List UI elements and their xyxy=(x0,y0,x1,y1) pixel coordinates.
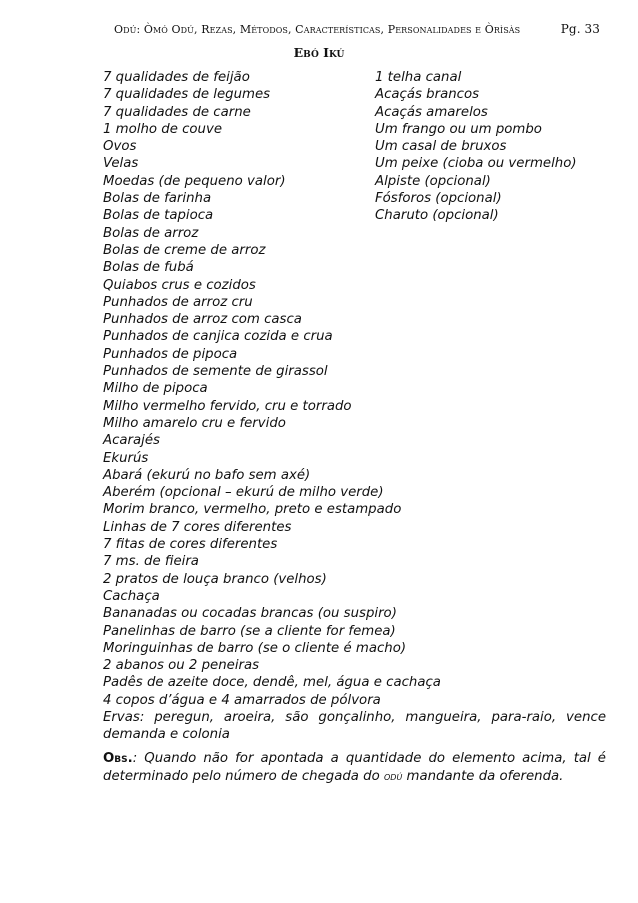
list-item: Punhados de arroz com casca xyxy=(103,312,302,328)
list-item: Milho amarelo cru e fervido xyxy=(103,415,286,431)
list-item: Acaçás amarelos xyxy=(375,104,488,120)
list-item: 7 qualidades de legumes xyxy=(103,87,271,103)
list-item: Punhados de arroz cru xyxy=(103,294,253,310)
list-item: Bananadas ou cocadas brancas (ou suspiro) xyxy=(103,606,397,622)
list-item: 7 fitas de cores diferentes xyxy=(103,537,278,553)
list-item: Bolas de tapioca xyxy=(103,208,214,224)
list-item: 7 qualidades de feijão xyxy=(103,70,250,85)
list-item: Linhas de 7 cores diferentes xyxy=(103,519,292,535)
list-item: Milho vermelho fervido, cru e torrado xyxy=(103,398,352,414)
list-item: Um frango ou um pombo xyxy=(375,121,542,137)
list-item: Velas xyxy=(103,156,139,172)
list-item: 1 telha canal xyxy=(375,70,462,85)
list-item: Acaçás brancos xyxy=(375,87,480,103)
list-item: Bolas de arroz xyxy=(103,225,199,241)
running-header xyxy=(114,19,624,39)
list-item: 7 ms. de fieira xyxy=(103,554,199,570)
list-item: Morim branco, vermelho, preto e estampado xyxy=(103,502,402,518)
list-item: Ovos xyxy=(103,139,137,155)
list-item: Bolas de creme de arroz xyxy=(103,242,266,258)
list-item: Quiabos crus e cozidos xyxy=(103,277,256,293)
list-item: Um casal de bruxos xyxy=(375,139,507,155)
obs-odu-word: odú xyxy=(383,769,403,783)
list-item: Bolas de fubá xyxy=(103,260,194,276)
offering-list-right xyxy=(375,69,635,225)
list-item: Fósforos (opcional) xyxy=(375,191,502,207)
list-item: Milho de pipoca xyxy=(103,381,208,397)
obs-text-part2: mandante da oferenda. xyxy=(402,768,564,784)
list-item: Alpiste (opcional) xyxy=(375,173,491,189)
list-item: Moedas (de pequeno valor) xyxy=(103,173,286,189)
obs-label: Obs. xyxy=(103,751,133,766)
obs-text-part1: : Quando não for apontada a quantidade do elemento acima, tal é determinado pelo número de chegada do xyxy=(103,751,606,784)
list-item-herbs: Ervas: peregun, aroeira, são gonçalinho, mangueira, para-raio, vence demanda e colonia xyxy=(103,709,606,743)
list-item: 2 pratos de louça branco (velhos) xyxy=(103,571,327,587)
list-item: Ekurús xyxy=(103,450,149,466)
running-title: Odú: Òmó Odú, Rezas, Métodos, Características, Personalidades e Òrìsàs xyxy=(114,23,521,36)
list-item: 2 abanos ou 2 peneiras xyxy=(103,658,260,674)
list-item: Charuto (opcional) xyxy=(375,208,499,224)
list-item: Acarajés xyxy=(103,433,160,449)
observation-note xyxy=(103,750,606,785)
list-item: Bolas de farinha xyxy=(103,191,212,207)
list-item: 1 molho de couve xyxy=(103,121,223,137)
section-title: Ebó Ikú xyxy=(293,45,345,60)
list-item: 4 copos d’água e 4 amarrados de pólvora xyxy=(103,692,381,708)
list-item: Padês de azeite doce, dendê, mel, água e cachaça xyxy=(103,675,441,691)
list-item: Punhados de pipoca xyxy=(103,346,238,362)
list-item: Cachaça xyxy=(103,588,160,604)
list-item: Panelinhas de barro (se a cliente for femea) xyxy=(103,623,396,639)
list-item: Abará (ekurú no bafo sem axé) xyxy=(103,467,311,483)
list-item: Punhados de canjica cozida e crua xyxy=(103,329,333,345)
list-item: Moringuinhas de barro (se o cliente é macho) xyxy=(103,640,407,656)
page-number: Pg. 33 xyxy=(560,22,600,36)
list-item: Aberém (opcional – ekurú de milho verde) xyxy=(103,485,384,501)
list-item: Punhados de semente de girassol xyxy=(103,364,328,380)
list-item: 7 qualidades de carne xyxy=(103,104,251,120)
list-item: Um peixe (cioba ou vermelho) xyxy=(375,156,577,172)
